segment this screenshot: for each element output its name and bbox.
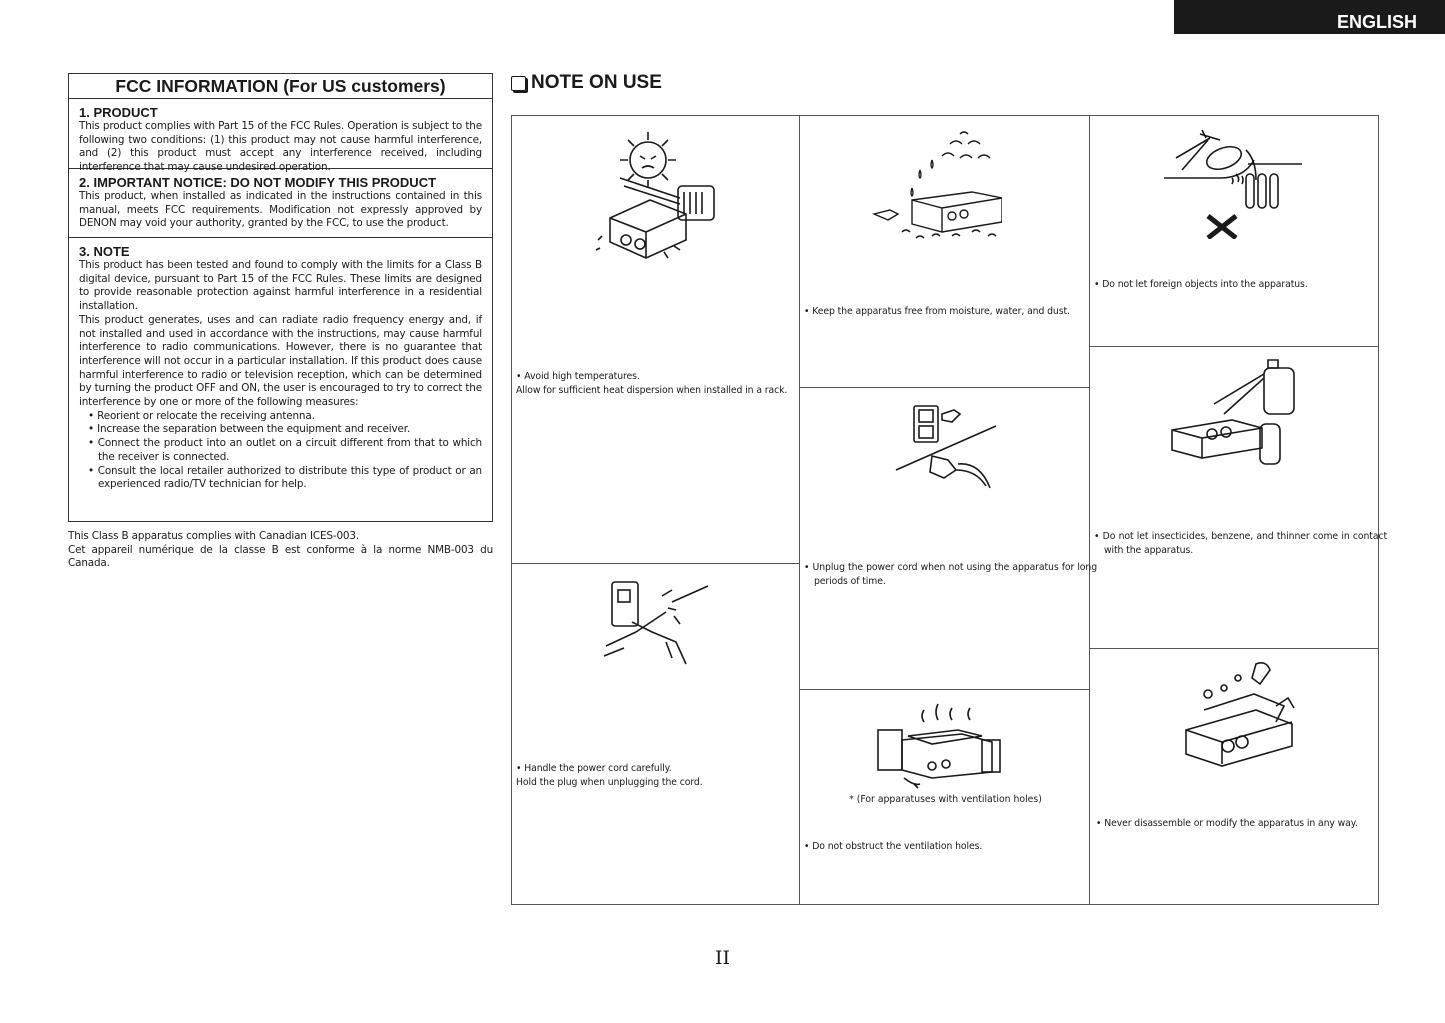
language-tab: ENGLISH [1174,0,1445,34]
list-item: • Connect the product into an outlet on a circuit different from that to which the receiver is connected. [88,437,482,463]
note-text: • Handle the power cord carefully. [516,763,672,774]
grid-divider [1089,116,1090,904]
ices-text-en: This Class B apparatus complies with Canadian ICES-003. [68,530,359,542]
fcc-section-text: This product, when installed as indicated in the instructions contained in this manual, meets FCC requirements. Modification not expressly approved by DENON may void your authority, granted by the FCC, to use the product. [79,190,482,230]
fcc-section-text: This product generates, uses and can radiate radio frequency energy and, if not installed and used in accordance with the instructions, may cause harmful interference to radio communications. However, there is no guarantee that interference will not occur in a particular installation. If this product does cause harmful interference to radio or television reception, which can be determined by turning the product OFF and ON, the user is encouraged to try to correct the interference by one or more of the following measures: [79,313,482,409]
foreign-objects-icon [1162,124,1312,239]
note-on-use-title: NOTE ON USE [531,72,662,93]
sun-heat-icon [590,128,720,263]
list-item: • Reorient or relocate the receiving antenna. [88,409,315,422]
checkbox-square-icon [511,76,526,91]
note-on-use-grid [511,115,1387,905]
fcc-section-heading: 2. IMPORTANT NOTICE: DO NOT MODIFY THIS PRODUCT [79,175,437,190]
plug-hand-icon [602,576,712,676]
fcc-section-text: This product complies with Part 15 of the FCC Rules. Operation is subject to the following two conditions: (1) this product may not cause harmful interference, and (2) this product must accept any interference received, including interference that may cause undesired operation. [79,120,482,174]
note-ventilation: • Do not obstruct the ventilation holes. [804,841,983,852]
note-foreign-objects: • Do not let foreign objects into the apparatus. [1094,279,1308,290]
note-disassemble: • Never disassemble or modify the apparatus in any way. [1096,818,1358,829]
list-item: • Consult the local retailer authorized to distribute this type of product or an experienced radio/TV technician for help. [88,464,482,491]
grid-divider [1089,648,1379,649]
grid-divider [512,563,799,564]
fcc-section-text: This product has been tested and found to comply with the limits for a Class B digital device, pursuant to Part 15 of the FCC Rules. These limits are designed to provide reasonable protection against harmful interference in a residential installation. [79,259,482,313]
list-item: • Increase the separation between the equipment and receiver. [88,423,411,436]
ices-text-fr: Cet appareil numérique de la classe B est conforme à la norme NMB-003 du Canada. [68,543,493,570]
page-number: II [714,947,730,969]
ventilation-caption: * (For apparatuses with ventilation holes) [849,794,1042,805]
disassembly-icon [1180,656,1300,771]
fcc-section-heading: 3. NOTE [79,244,130,259]
covered-vents-icon [874,700,1004,790]
grid-divider [799,387,1089,388]
note-on-use-heading [511,72,662,94]
wall-outlet-icon [892,400,1002,495]
fcc-measures-list [79,410,482,492]
fcc-information-box [68,73,493,522]
grid-divider [1089,346,1379,347]
note-text: Hold the plug when unplugging the cord. [516,776,703,788]
note-unplug: • Unplug the power cord when not using the apparatus for long periods of time. [804,562,1097,587]
note-moisture: • Keep the apparatus free from moisture, water, and dust. [804,306,1070,317]
note-high-temp [516,370,805,398]
note-text: • Avoid high temperatures. [516,371,640,382]
fcc-section-product [69,99,492,174]
fcc-title: FCC INFORMATION (For US customers) [69,74,492,99]
note-power-cord [516,762,805,790]
fcc-section-heading: 1. PRODUCT [79,105,158,120]
grid-divider [799,689,1089,690]
note-text: Allow for sufficient heat dispersion when installed in a rack. [516,384,788,396]
fcc-section-notice [69,169,492,238]
water-dust-icon [872,128,1002,248]
note-insecticides: • Do not let insecticides, benzene, and thinner come in contact with the apparatus. [1094,531,1387,556]
spray-can-icon [1168,354,1308,466]
fcc-section-note [69,238,492,496]
ices-compliance [68,530,493,571]
